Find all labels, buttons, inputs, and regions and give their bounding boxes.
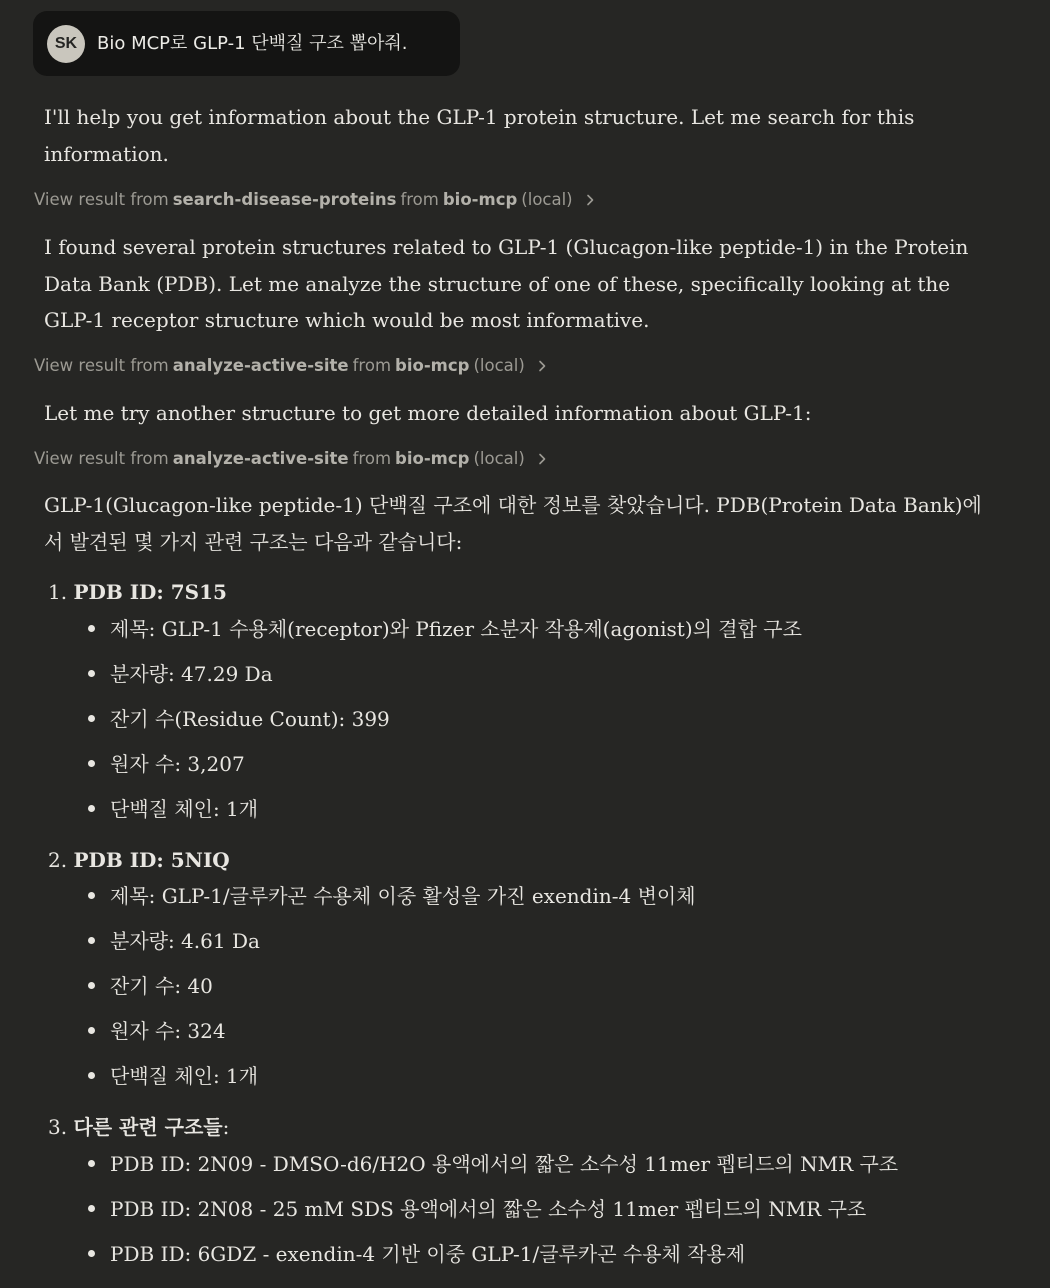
list-item: 단백질 체인: 1개 — [88, 1061, 258, 1091]
chevron-right-icon — [535, 359, 549, 373]
assistant-paragraph-1: I'll help you get information about the GLP-1 protein structure. Let me search for this information. — [44, 105, 915, 166]
tool-result-link-3[interactable] — [34, 447, 549, 471]
tool-result-link-1[interactable] — [34, 188, 597, 212]
list-item: 제목: GLP-1 수용체(receptor)와 Pfizer 소분자 작용제(agonist)의 결합 구조 — [88, 614, 802, 644]
list-item: 원자 수: 324 — [88, 1016, 226, 1046]
tool-name: analyze-active-site — [172, 449, 349, 468]
list-item: PDB ID: 2N08 - 25 mM SDS 용액에서의 짧은 소수성 11mer 펩티드의 NMR 구조 — [88, 1194, 866, 1224]
list-item: 제목: GLP-1/글루카곤 수용체 이중 활성을 가진 exendin-4 변이체 — [88, 881, 696, 911]
server-name: bio-mcp — [395, 449, 470, 468]
tool-result-from: from — [352, 449, 392, 468]
tool-result-suffix: (local) — [473, 356, 525, 375]
tool-result-from: from — [400, 190, 439, 209]
assistant-paragraph-2: I found several protein structures related to GLP-1 (Glucagon-like peptide-1) in the Protein Data Bank (PDB). Let me analyze the structure of one of these, specifically looking at the GLP-1 receptor structure which would be most informative. — [44, 235, 969, 332]
tool-name: search-disease-proteins — [172, 190, 397, 209]
list-item: 잔기 수: 40 — [88, 971, 213, 1001]
tool-name: analyze-active-site — [172, 356, 349, 375]
tool-result-from: from — [352, 356, 392, 375]
tool-result-prefix: View result from — [34, 356, 169, 375]
tool-result-link-2[interactable] — [34, 354, 549, 378]
assistant-paragraph-4: GLP-1(Glucagon-like peptide-1) 단백질 구조에 대한 정보를 찾았습니다. PDB(Protein Data Bank)에서 발견된 몇 가지 관련 구조는 다음과 같습니다: — [44, 493, 982, 554]
server-name: bio-mcp — [395, 356, 470, 375]
assistant-paragraph-3: Let me try another structure to get more detailed information about GLP-1: — [44, 401, 812, 425]
tool-result-prefix: View result from — [34, 190, 169, 209]
list-item: 원자 수: 3,207 — [88, 749, 245, 779]
user-message-bubble — [33, 11, 460, 76]
list-item: PDB ID: 6GDZ - exendin-4 기반 이중 GLP-1/글루카곤 수용체 작용제 — [88, 1239, 745, 1269]
chevron-right-icon — [535, 452, 549, 466]
tool-result-suffix: (local) — [521, 190, 573, 209]
user-message-text: Bio MCP로 GLP-1 단백질 구조 뽑아줘. — [97, 33, 408, 54]
tool-result-prefix: View result from — [34, 449, 169, 468]
list-item: 분자량: 4.61 Da — [88, 926, 260, 956]
list-heading-1: 1. PDB ID: 7S15 — [48, 580, 227, 604]
list-item: 단백질 체인: 1개 — [88, 794, 258, 824]
tool-result-suffix: (local) — [473, 449, 525, 468]
list-item: 잔기 수(Residue Count): 399 — [88, 704, 390, 734]
server-name: bio-mcp — [442, 190, 518, 209]
avatar: SK — [47, 25, 85, 63]
list-heading-2: 2. PDB ID: 5NIQ — [48, 848, 230, 872]
list-item: PDB ID: 2N09 - DMSO-d6/H2O 용액에서의 짧은 소수성 11mer 펩티드의 NMR 구조 — [88, 1149, 898, 1179]
list-heading-3: 3. 다른 관련 구조들: — [48, 1115, 230, 1139]
list-item: 분자량: 47.29 Da — [88, 659, 273, 689]
chevron-right-icon — [583, 193, 597, 207]
